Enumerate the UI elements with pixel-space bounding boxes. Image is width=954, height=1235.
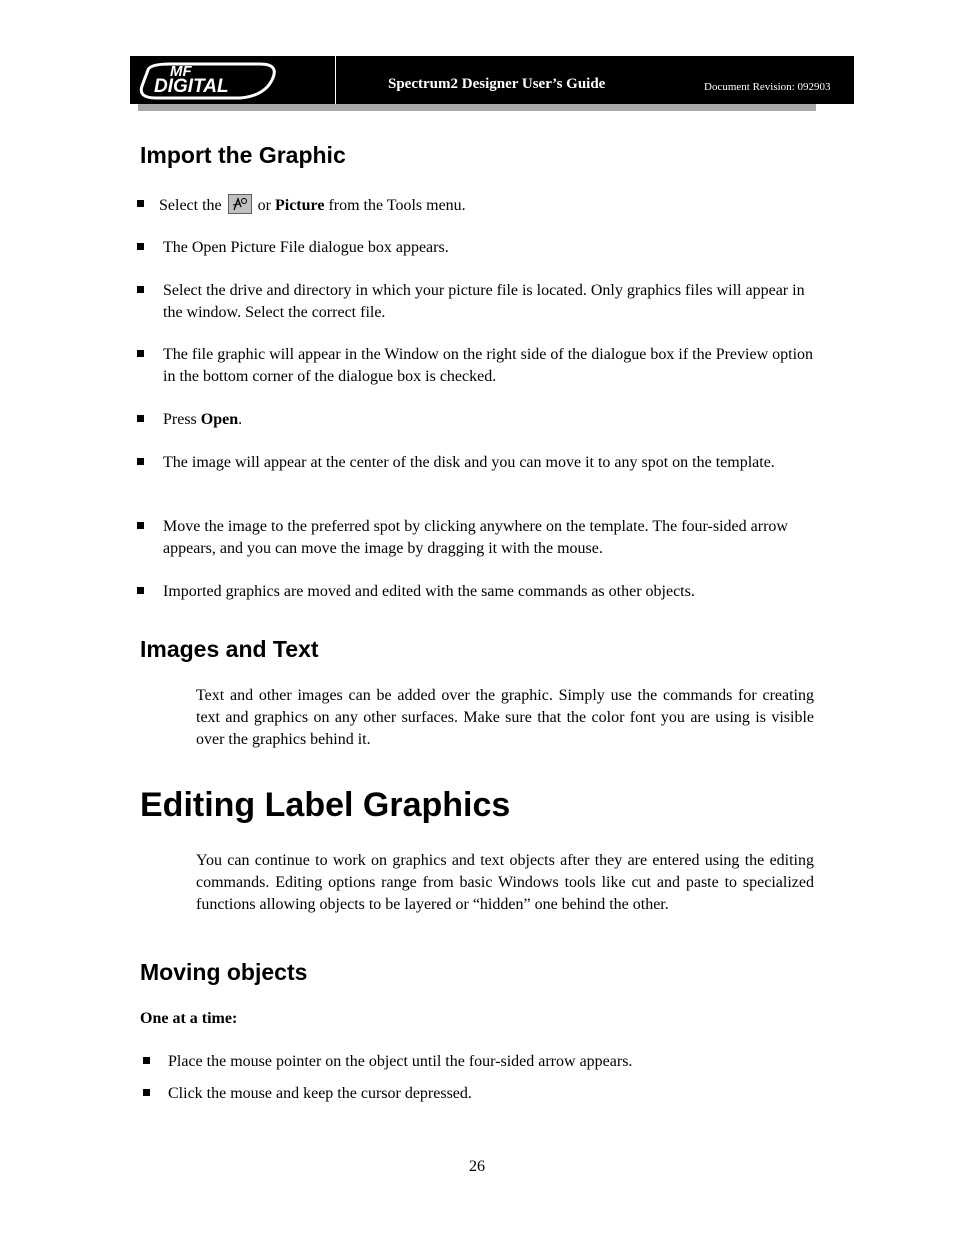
images-paragraph: Text and other images can be added over the graphic. Simply use the commands for creating text and graphics on any other surfaces. Make sure that the color font you are using is visible over the graphics behind it.: [196, 687, 814, 748]
mf-digital-logo: [130, 56, 334, 104]
bullet-square-icon: [137, 286, 144, 293]
bullet-square-icon: [143, 1057, 150, 1064]
page-header: [130, 56, 854, 104]
bullet-square-icon: [137, 243, 144, 250]
bullet-square-icon: [137, 350, 144, 357]
bullet-square-icon: [137, 200, 144, 207]
svg-text:MF: MF: [170, 63, 192, 80]
bullet-square-icon: [143, 1089, 150, 1096]
bullet-square-icon: [137, 522, 144, 529]
svg-text:DIGITAL: DIGITAL: [154, 76, 229, 97]
bullet-square-icon: [137, 458, 144, 465]
editing-paragraph: You can continue to work on graphics and text objects after they are entered using the editing commands. Editing options range from basic Windows tools like cut and paste to specialized functions allowing objects to be layered or “hidden” one behind the other.: [196, 852, 814, 913]
section-heading-import: Import the Graphic: [140, 142, 346, 168]
bullet-square-icon: [137, 587, 144, 594]
header-shadow: [138, 104, 816, 111]
section-heading-moving-objects: Moving objects: [140, 959, 308, 985]
subheading-one-at-a-time: One at a time:: [140, 1010, 238, 1027]
header-divider: [335, 56, 336, 104]
document-title: Spectrum2 Designer User’s Guide: [388, 76, 606, 92]
bullet-square-icon: [137, 415, 144, 422]
document-revision: Document Revision: 092903: [704, 81, 831, 93]
page-number: 26: [469, 1158, 485, 1175]
picture-tool-icon: [228, 194, 252, 214]
section-heading-images-and-text: Images and Text: [140, 636, 319, 662]
chapter-heading-editing: Editing Label Graphics: [140, 786, 511, 824]
